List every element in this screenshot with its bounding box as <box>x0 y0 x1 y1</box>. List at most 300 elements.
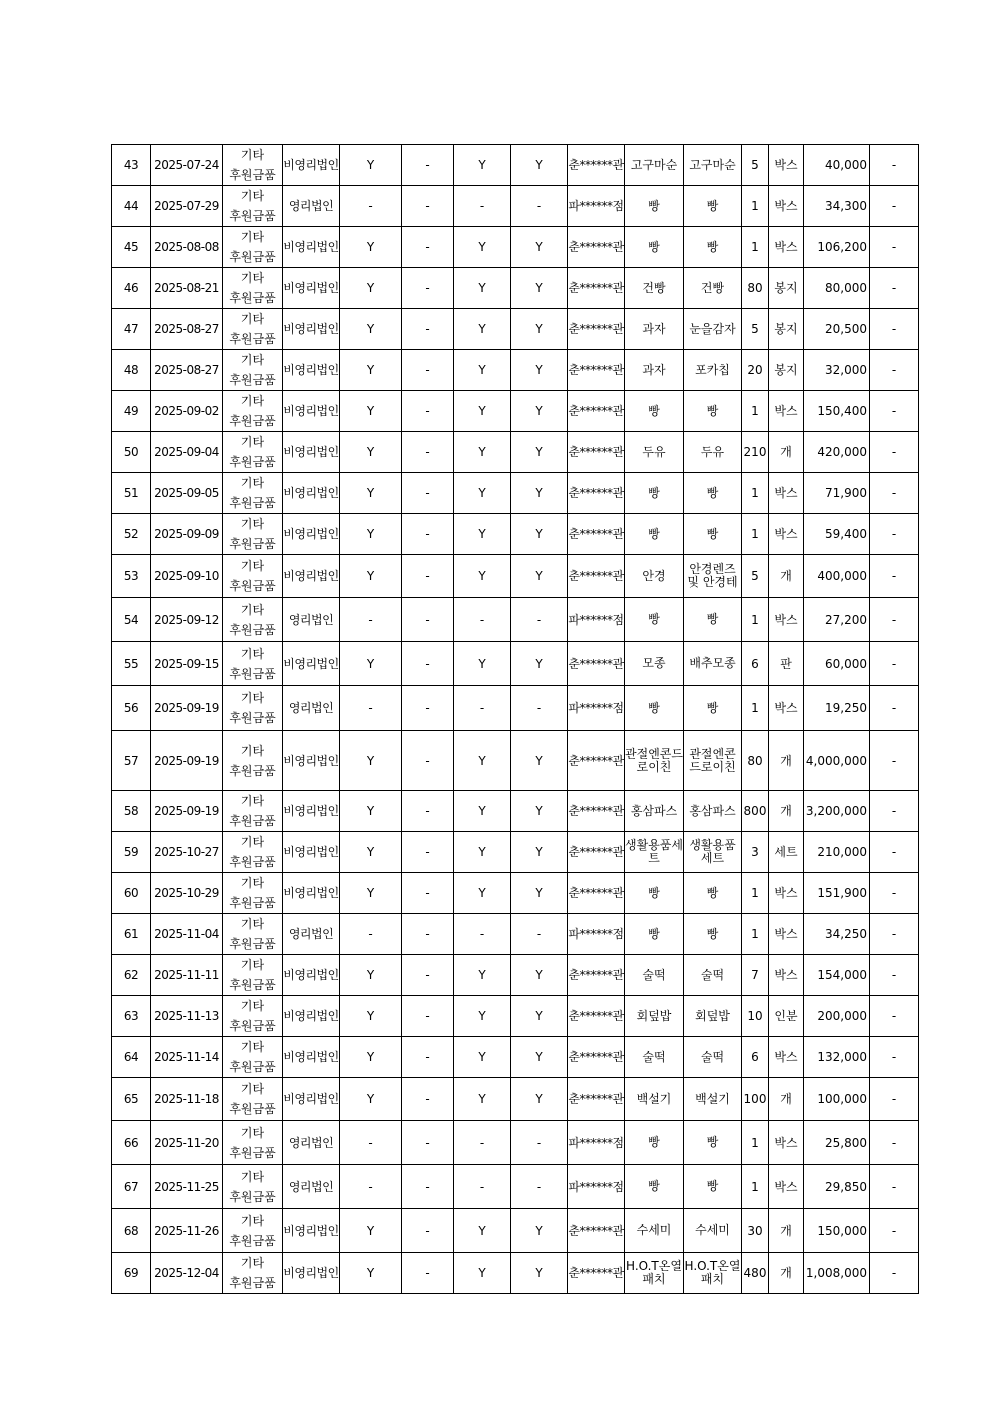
category-line-1: 기타 <box>240 230 265 244</box>
unit-cell: 박스 <box>769 227 804 268</box>
category-line-2: 후원금품 <box>229 763 276 778</box>
note-cell: - <box>870 186 919 227</box>
check-col-4-cell: Y <box>511 514 568 555</box>
unit-cell: 봉지 <box>769 350 804 391</box>
check-col-2-cell: - <box>402 391 454 432</box>
item-cell: 관절엔콘드로이친 <box>625 731 684 791</box>
check-col-4-cell: - <box>511 1121 568 1165</box>
category-line-2: 후원금품 <box>229 855 276 869</box>
row-number-cell: 46 <box>112 268 151 309</box>
date-cell: 2025-10-29 <box>151 873 223 914</box>
quantity-cell: 1 <box>742 514 769 555</box>
date-cell: 2025-12-04 <box>151 1253 223 1294</box>
check-col-3-cell: Y <box>454 432 511 473</box>
check-col-3-cell: - <box>454 1121 511 1165</box>
check-col-1-cell: Y <box>340 350 402 391</box>
item-cell: 빵 <box>625 473 684 514</box>
donor-cell: 춘******관 <box>568 350 625 391</box>
category-line-2: 후원금품 <box>229 1276 276 1290</box>
donor-cell: 파******점 <box>568 1121 625 1165</box>
unit-cell: 박스 <box>769 914 804 955</box>
category-line-1: 기타 <box>240 646 265 661</box>
category-line-2: 후원금품 <box>229 414 276 428</box>
check-col-1-cell: Y <box>340 309 402 350</box>
check-col-1-cell: Y <box>340 1037 402 1078</box>
category-cell <box>223 598 283 642</box>
table-row <box>112 186 919 227</box>
donor-cell: 춘******관 <box>568 996 625 1037</box>
note-cell: - <box>870 791 919 832</box>
check-col-2-cell: - <box>402 642 454 686</box>
table-row <box>112 832 919 873</box>
table-row <box>112 598 919 642</box>
category-cell <box>223 555 283 598</box>
note-cell: - <box>870 996 919 1037</box>
category-line-1: 기타 <box>240 835 265 849</box>
item-cell: 빵 <box>625 391 684 432</box>
check-col-2-cell: - <box>402 350 454 391</box>
detail-cell: 술떡 <box>684 955 742 996</box>
check-col-4-cell: Y <box>511 145 568 186</box>
date-cell: 2025-07-29 <box>151 186 223 227</box>
unit-cell: 박스 <box>769 873 804 914</box>
date-cell: 2025-11-13 <box>151 996 223 1037</box>
category-cell <box>223 186 283 227</box>
table-row <box>112 473 919 514</box>
detail-cell: 회덮밥 <box>684 996 742 1037</box>
amount-cell: 34,250 <box>804 914 870 955</box>
table-row <box>112 1165 919 1209</box>
unit-cell: 봉지 <box>769 268 804 309</box>
row-number-cell: 45 <box>112 227 151 268</box>
check-col-1-cell: - <box>340 1121 402 1165</box>
check-col-4-cell: - <box>511 186 568 227</box>
category-cell <box>223 955 283 996</box>
quantity-cell: 1 <box>742 1165 769 1209</box>
date-cell: 2025-08-08 <box>151 227 223 268</box>
org-type-cell: 비영리법인 <box>283 514 340 555</box>
check-col-1-cell: Y <box>340 731 402 791</box>
category-cell <box>223 473 283 514</box>
table-row <box>112 642 919 686</box>
table-row <box>112 145 919 186</box>
category-line-1: 기타 <box>240 691 265 705</box>
row-number-cell: 61 <box>112 914 151 955</box>
note-cell: - <box>870 514 919 555</box>
check-col-4-cell: Y <box>511 473 568 514</box>
category-cell <box>223 268 283 309</box>
quantity-cell: 1 <box>742 686 769 731</box>
category-line-1: 기타 <box>240 435 265 449</box>
check-col-4-cell: Y <box>511 1078 568 1121</box>
unit-cell: 개 <box>769 1209 804 1253</box>
table-row <box>112 391 919 432</box>
check-col-3-cell: Y <box>454 1078 511 1121</box>
quantity-cell: 1 <box>742 227 769 268</box>
category-line-1: 기타 <box>240 743 265 758</box>
note-cell: - <box>870 955 919 996</box>
date-cell: 2025-11-18 <box>151 1078 223 1121</box>
quantity-cell: 480 <box>742 1253 769 1294</box>
quantity-cell: 3 <box>742 832 769 873</box>
check-col-1-cell: Y <box>340 145 402 186</box>
category-line-1: 기타 <box>240 353 265 367</box>
amount-cell: 32,000 <box>804 350 870 391</box>
category-line-2: 후원금품 <box>229 1060 276 1074</box>
check-col-4-cell: Y <box>511 1253 568 1294</box>
date-cell: 2025-11-26 <box>151 1209 223 1253</box>
note-cell: - <box>870 598 919 642</box>
detail-cell: 빵 <box>684 391 742 432</box>
category-cell <box>223 514 283 555</box>
row-number-cell: 64 <box>112 1037 151 1078</box>
row-number-cell: 60 <box>112 873 151 914</box>
category-line-2: 후원금품 <box>229 332 276 346</box>
row-number-cell: 55 <box>112 642 151 686</box>
check-col-2-cell: - <box>402 996 454 1037</box>
note-cell: - <box>870 1078 919 1121</box>
category-cell <box>223 914 283 955</box>
date-cell: 2025-09-12 <box>151 598 223 642</box>
category-line-1: 기타 <box>240 917 265 931</box>
note-cell: - <box>870 473 919 514</box>
check-col-2-cell: - <box>402 1165 454 1209</box>
table-row <box>112 1253 919 1294</box>
check-col-4-cell: Y <box>511 227 568 268</box>
org-type-cell: 비영리법인 <box>283 145 340 186</box>
category-cell <box>223 686 283 731</box>
amount-cell: 106,200 <box>804 227 870 268</box>
check-col-2-cell: - <box>402 1121 454 1165</box>
unit-cell: 판 <box>769 642 804 686</box>
category-line-2: 후원금품 <box>229 537 276 551</box>
quantity-cell: 5 <box>742 309 769 350</box>
category-line-1: 기타 <box>240 1082 265 1096</box>
quantity-cell: 1 <box>742 1121 769 1165</box>
quantity-cell: 1 <box>742 598 769 642</box>
donor-cell: 춘******관 <box>568 268 625 309</box>
item-cell: 홍삼파스 <box>625 791 684 832</box>
check-col-2-cell: - <box>402 1078 454 1121</box>
check-col-1-cell: Y <box>340 1078 402 1121</box>
check-col-2-cell: - <box>402 832 454 873</box>
donor-cell: 춘******관 <box>568 731 625 791</box>
check-col-1-cell: Y <box>340 555 402 598</box>
amount-cell: 27,200 <box>804 598 870 642</box>
unit-cell: 박스 <box>769 1037 804 1078</box>
note-cell: - <box>870 145 919 186</box>
check-col-4-cell: Y <box>511 309 568 350</box>
date-cell: 2025-09-15 <box>151 642 223 686</box>
row-number-cell: 59 <box>112 832 151 873</box>
amount-cell: 40,000 <box>804 145 870 186</box>
date-cell: 2025-11-11 <box>151 955 223 996</box>
check-col-3-cell: Y <box>454 873 511 914</box>
check-col-1-cell: Y <box>340 1253 402 1294</box>
category-line-2: 후원금품 <box>229 579 276 593</box>
donor-cell: 춘******관 <box>568 227 625 268</box>
donor-cell: 춘******관 <box>568 1037 625 1078</box>
donor-cell: 춘******관 <box>568 1209 625 1253</box>
check-col-1-cell: Y <box>340 391 402 432</box>
check-col-1-cell: Y <box>340 642 402 686</box>
note-cell: - <box>870 309 919 350</box>
date-cell: 2025-09-05 <box>151 473 223 514</box>
table-row <box>112 873 919 914</box>
item-cell: 과자 <box>625 350 684 391</box>
date-cell: 2025-10-27 <box>151 832 223 873</box>
check-col-4-cell: - <box>511 686 568 731</box>
amount-cell: 3,200,000 <box>804 791 870 832</box>
amount-cell: 4,000,000 <box>804 731 870 791</box>
row-number-cell: 56 <box>112 686 151 731</box>
date-cell: 2025-11-25 <box>151 1165 223 1209</box>
check-col-2-cell: - <box>402 873 454 914</box>
category-line-1: 기타 <box>240 148 265 162</box>
unit-cell: 인분 <box>769 996 804 1037</box>
quantity-cell: 10 <box>742 996 769 1037</box>
date-cell: 2025-08-27 <box>151 350 223 391</box>
detail-cell: 빵 <box>684 914 742 955</box>
unit-cell: 박스 <box>769 1121 804 1165</box>
amount-cell: 80,000 <box>804 268 870 309</box>
table-row <box>112 731 919 791</box>
check-col-4-cell: Y <box>511 873 568 914</box>
unit-cell: 개 <box>769 555 804 598</box>
check-col-3-cell: - <box>454 598 511 642</box>
check-col-2-cell: - <box>402 731 454 791</box>
row-number-cell: 58 <box>112 791 151 832</box>
detail-cell: 백설기 <box>684 1078 742 1121</box>
detail-cell: 생활용품세트 <box>684 832 742 873</box>
quantity-cell: 20 <box>742 350 769 391</box>
category-cell <box>223 1253 283 1294</box>
amount-cell: 400,000 <box>804 555 870 598</box>
detail-cell: 빵 <box>684 514 742 555</box>
check-col-2-cell: - <box>402 268 454 309</box>
unit-cell: 박스 <box>769 514 804 555</box>
date-cell: 2025-09-02 <box>151 391 223 432</box>
category-cell <box>223 1037 283 1078</box>
row-number-cell: 49 <box>112 391 151 432</box>
note-cell: - <box>870 432 919 473</box>
check-col-2-cell: - <box>402 145 454 186</box>
category-line-2: 후원금품 <box>229 209 276 223</box>
category-cell <box>223 996 283 1037</box>
donor-cell: 파******점 <box>568 1165 625 1209</box>
category-line-2: 후원금품 <box>229 1019 276 1033</box>
category-line-1: 기타 <box>240 1213 265 1228</box>
category-cell <box>223 350 283 391</box>
org-type-cell: 비영리법인 <box>283 731 340 791</box>
donor-cell: 춘******관 <box>568 473 625 514</box>
category-cell <box>223 1078 283 1121</box>
check-col-1-cell: Y <box>340 1209 402 1253</box>
category-cell <box>223 1209 283 1253</box>
note-cell: - <box>870 1165 919 1209</box>
donor-cell: 춘******관 <box>568 642 625 686</box>
org-type-cell: 비영리법인 <box>283 268 340 309</box>
check-col-2-cell: - <box>402 186 454 227</box>
category-line-1: 기타 <box>240 1040 265 1054</box>
quantity-cell: 5 <box>742 145 769 186</box>
date-cell: 2025-09-10 <box>151 555 223 598</box>
row-number-cell: 43 <box>112 145 151 186</box>
org-type-cell: 비영리법인 <box>283 873 340 914</box>
table-row <box>112 686 919 731</box>
check-col-3-cell: Y <box>454 145 511 186</box>
quantity-cell: 1 <box>742 186 769 227</box>
note-cell: - <box>870 914 919 955</box>
category-line-1: 기타 <box>240 999 265 1013</box>
category-line-1: 기타 <box>240 271 265 285</box>
row-number-cell: 48 <box>112 350 151 391</box>
check-col-4-cell: Y <box>511 1209 568 1253</box>
check-col-2-cell: - <box>402 473 454 514</box>
unit-cell: 개 <box>769 432 804 473</box>
note-cell: - <box>870 1253 919 1294</box>
donor-cell: 춘******관 <box>568 1078 625 1121</box>
note-cell: - <box>870 555 919 598</box>
row-number-cell: 63 <box>112 996 151 1037</box>
note-cell: - <box>870 227 919 268</box>
row-number-cell: 50 <box>112 432 151 473</box>
row-number-cell: 62 <box>112 955 151 996</box>
amount-cell: 59,400 <box>804 514 870 555</box>
detail-cell: 빵 <box>684 473 742 514</box>
category-line-1: 기타 <box>240 189 265 203</box>
category-line-2: 후원금품 <box>229 1189 276 1204</box>
check-col-3-cell: Y <box>454 309 511 350</box>
date-cell: 2025-09-19 <box>151 791 223 832</box>
category-cell <box>223 642 283 686</box>
table-row <box>112 1121 919 1165</box>
category-line-2: 후원금품 <box>229 978 276 992</box>
item-cell: 빵 <box>625 514 684 555</box>
quantity-cell: 100 <box>742 1078 769 1121</box>
donor-cell: 춘******관 <box>568 514 625 555</box>
quantity-cell: 1 <box>742 873 769 914</box>
check-col-4-cell: - <box>511 598 568 642</box>
donor-cell: 파******점 <box>568 186 625 227</box>
unit-cell: 개 <box>769 1078 804 1121</box>
date-cell: 2025-08-21 <box>151 268 223 309</box>
check-col-3-cell: Y <box>454 555 511 598</box>
table-row <box>112 1078 919 1121</box>
category-line-2: 후원금품 <box>229 666 276 681</box>
donation-ledger-table <box>111 144 919 1294</box>
category-line-2: 후원금품 <box>229 711 276 725</box>
check-col-4-cell: Y <box>511 268 568 309</box>
check-col-3-cell: Y <box>454 473 511 514</box>
row-number-cell: 52 <box>112 514 151 555</box>
check-col-1-cell: - <box>340 1165 402 1209</box>
item-cell: 건빵 <box>625 268 684 309</box>
item-cell: 고구마순 <box>625 145 684 186</box>
org-type-cell: 영리법인 <box>283 914 340 955</box>
donor-cell: 파******점 <box>568 598 625 642</box>
quantity-cell: 30 <box>742 1209 769 1253</box>
note-cell: - <box>870 686 919 731</box>
check-col-4-cell: Y <box>511 955 568 996</box>
unit-cell: 박스 <box>769 473 804 514</box>
item-cell: H.O.T온열패치 <box>625 1253 684 1294</box>
org-type-cell: 비영리법인 <box>283 391 340 432</box>
category-cell <box>223 1121 283 1165</box>
category-line-2: 후원금품 <box>229 1233 276 1248</box>
item-cell: 수세미 <box>625 1209 684 1253</box>
check-col-4-cell: Y <box>511 832 568 873</box>
donor-cell: 춘******관 <box>568 145 625 186</box>
check-col-3-cell: Y <box>454 268 511 309</box>
note-cell: - <box>870 350 919 391</box>
category-cell <box>223 832 283 873</box>
detail-cell: 두유 <box>684 432 742 473</box>
category-line-1: 기타 <box>240 1256 265 1270</box>
detail-cell: 빵 <box>684 227 742 268</box>
check-col-2-cell: - <box>402 227 454 268</box>
row-number-cell: 54 <box>112 598 151 642</box>
donor-cell: 춘******관 <box>568 832 625 873</box>
date-cell: 2025-09-19 <box>151 731 223 791</box>
unit-cell: 개 <box>769 731 804 791</box>
category-cell <box>223 145 283 186</box>
check-col-3-cell: - <box>454 1165 511 1209</box>
check-col-1-cell: Y <box>340 268 402 309</box>
check-col-1-cell: Y <box>340 227 402 268</box>
check-col-3-cell: Y <box>454 642 511 686</box>
row-number-cell: 53 <box>112 555 151 598</box>
unit-cell: 개 <box>769 1253 804 1294</box>
note-cell: - <box>870 731 919 791</box>
category-line-1: 기타 <box>240 559 265 573</box>
table-row <box>112 309 919 350</box>
quantity-cell: 80 <box>742 731 769 791</box>
quantity-cell: 6 <box>742 642 769 686</box>
category-line-1: 기타 <box>240 394 265 408</box>
category-line-1: 기타 <box>240 958 265 972</box>
date-cell: 2025-11-14 <box>151 1037 223 1078</box>
org-type-cell: 비영리법인 <box>283 555 340 598</box>
detail-cell: 관절엔콘드로이친 <box>684 731 742 791</box>
category-line-1: 기타 <box>240 476 265 490</box>
quantity-cell: 6 <box>742 1037 769 1078</box>
item-cell: 빵 <box>625 227 684 268</box>
org-type-cell: 비영리법인 <box>283 350 340 391</box>
check-col-2-cell: - <box>402 432 454 473</box>
item-cell: 두유 <box>625 432 684 473</box>
donor-cell: 춘******관 <box>568 873 625 914</box>
category-line-1: 기타 <box>240 312 265 326</box>
detail-cell: H.O.T온열패치 <box>684 1253 742 1294</box>
donor-cell: 춘******관 <box>568 432 625 473</box>
category-line-2: 후원금품 <box>229 937 276 951</box>
check-col-4-cell: Y <box>511 996 568 1037</box>
detail-cell: 배추모종 <box>684 642 742 686</box>
category-line-2: 후원금품 <box>229 622 276 637</box>
item-cell: 빵 <box>625 186 684 227</box>
category-line-2: 후원금품 <box>229 373 276 387</box>
category-line-2: 후원금품 <box>229 896 276 910</box>
check-col-4-cell: Y <box>511 350 568 391</box>
check-col-3-cell: Y <box>454 227 511 268</box>
detail-cell: 수세미 <box>684 1209 742 1253</box>
amount-cell: 132,000 <box>804 1037 870 1078</box>
table-row <box>112 1209 919 1253</box>
check-col-2-cell: - <box>402 955 454 996</box>
detail-cell: 술떡 <box>684 1037 742 1078</box>
org-type-cell: 비영리법인 <box>283 432 340 473</box>
